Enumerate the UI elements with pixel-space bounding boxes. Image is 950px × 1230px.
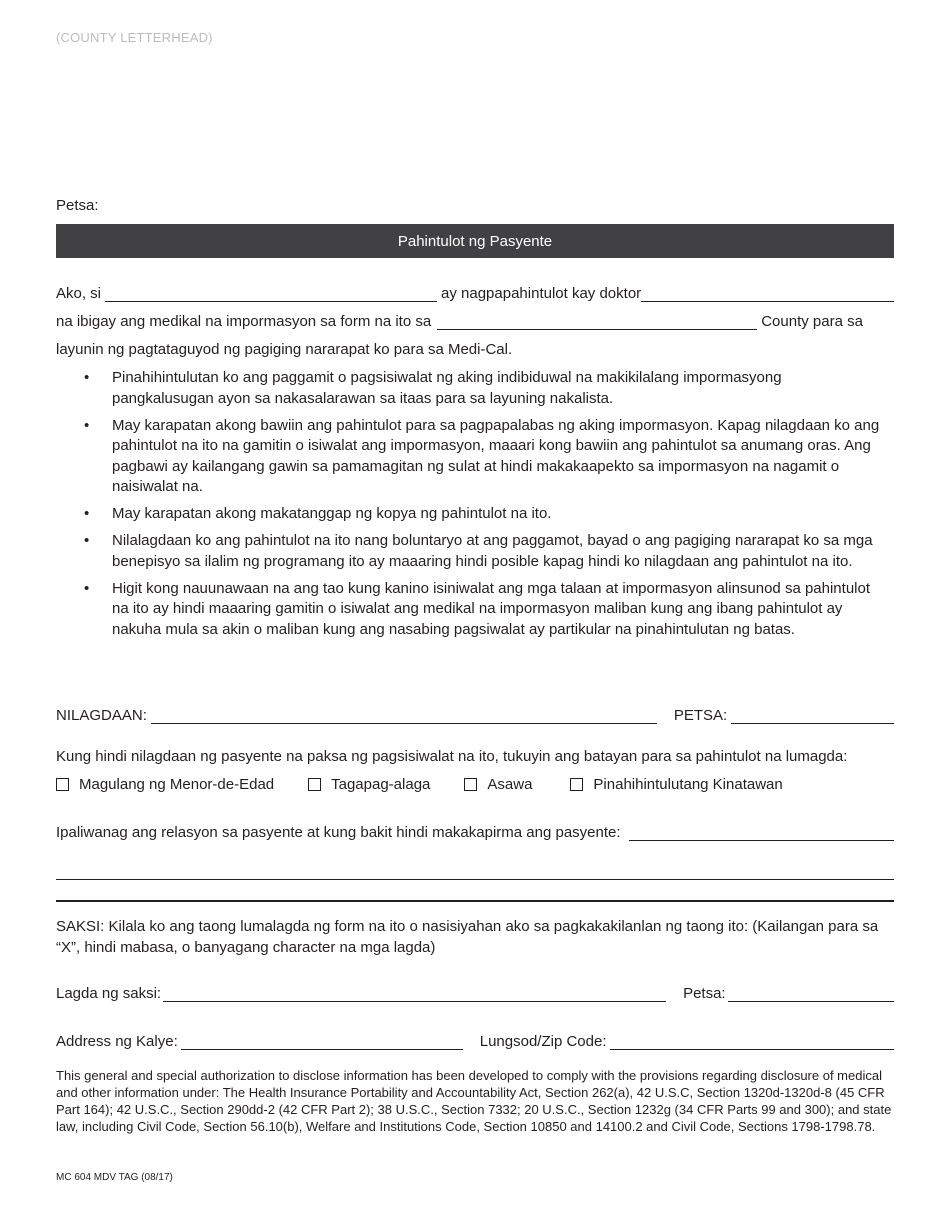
county-letterhead: (COUNTY LETTERHEAD) (56, 30, 213, 45)
witness-signature-label: Lagda ng saksi: (56, 985, 162, 1002)
explanation-field[interactable] (629, 824, 894, 841)
doctor-label: ay nagpapahintulot kay doktor (441, 285, 642, 302)
patient-name-row (56, 285, 894, 302)
option-guardian[interactable]: Tagapag-alaga (308, 776, 430, 793)
signature-row (56, 707, 894, 724)
witness-date-label: Petsa: (683, 985, 726, 1002)
form-number: MC 604 MDV TAG (08/17) (56, 1172, 173, 1183)
option-authorized-representative[interactable]: Pinahihintulutang Kinatawan (570, 776, 782, 793)
list-item: • May karapatan akong makatanggap ng kopya ng pahintulot na ito. (56, 504, 886, 525)
purpose-text: layunin ng pagtataguyod ng pagiging nararapat ko para sa Medi-Cal. (56, 341, 513, 358)
witness-date-field[interactable] (728, 985, 894, 1002)
list-item: • Pinahihintulutan ko ang paggamit o pagsisiwalat ng aking indibiduwal na makikilalang impormasyong pangkalusugan ayon sa nakasalarawan sa itaas para sa layuning nakalista. (84, 369, 782, 407)
form-title: Pahintulot ng Pasyente (397, 232, 553, 250)
list-item: • May karapatan akong bawiin ang pahintulot para sa pagpapalabas ng aking impormasyon. Kapag nilagdaan ko ang pahintulot na ito na gamitin o isiwalat ang impormasyon, maaari kong bawiin ang pahintulot sa anumang oras. Ang pagbawi ay kailangang gawin sa pamamagitan ng sulat at hindi makakaapekto sa impormasyon na nagamit o naisiwalat na. (84, 416, 880, 495)
patient-name-label: Ako, si (56, 285, 102, 302)
doctor-name-field[interactable] (641, 285, 894, 302)
address-row (56, 1033, 894, 1050)
option-spouse[interactable]: Asawa (464, 776, 532, 793)
section-divider (56, 900, 894, 902)
signed-label: NILAGDAAN: (56, 707, 147, 724)
city-zip-field[interactable] (610, 1033, 894, 1050)
list-item: • Nilalagdaan ko ang pahintulot na ito nang boluntaryo at ang paggamot, bayad o ang pagiging nararapat ko sa mga benepisyo sa ilalim ng programang ito ay maaaring hindi posible kapag hindi ko nilagdaan ang pahintulot na ito. (84, 532, 873, 570)
explanation-label: Ipaliwanag ang relasyon sa pasyente at kung bakit hindi makakapirma ang pasyente: (56, 824, 621, 841)
date-label: Petsa: (56, 197, 99, 214)
checkbox-icon[interactable] (308, 778, 321, 791)
checkbox-icon[interactable] (570, 778, 583, 791)
list-item: • Higit kong nauunawaan na ang tao kung kanino isiniwalat ang mga talaan at impormasyon alinsunod sa pahintulot na ito ay hindi maaaring gamitin o isiwalat ang medikal na impormasyon maliban kung ang ibang pahintulot ay nakuha mula sa akin o maliban kung ang nasabing pagsiwalat ay partikular na pinahintulutan ng batas. (84, 579, 871, 638)
legal-notice: This general and special authorization to disclose information has been developed to comply with the provisions regarding disclosure of medical and other information under: The Health Insurance Portability and Accountability Act, Section 262(a), 42 U.S.C, Section 1320d-1320d-8 (45 CFR Part 164); 42 U.S.C., Section 290dd-2 (42 CFR Part 2); 38 U.S.C., Section 7332; 20 U.S.C., Section 1232g (34 CFR Parts 99 and 300); and state law, including Civil Code, Section 56.10(b), Welfare and Institutions Code, Section 10850 and 14100.2 and Civil Code, Sections 1798-1798.78. (56, 1068, 892, 1134)
bullet-icon: • (84, 416, 90, 434)
county-name-field[interactable] (437, 313, 757, 330)
basis-options (56, 776, 783, 793)
form-title-bar (56, 224, 894, 258)
county-row (56, 313, 894, 330)
city-zip-label: Lungsod/Zip Code: (479, 1033, 607, 1050)
county-suffix-label: County para sa (761, 313, 863, 330)
bullet-icon: • (84, 369, 90, 386)
bullet-icon: • (84, 505, 90, 522)
bullet-icon: • (84, 579, 90, 597)
consent-terms-list (56, 368, 886, 647)
explanation-field-line-2[interactable] (56, 879, 894, 880)
witness-statement: SAKSI: Kilala ko ang taong lumalagda ng form na ito o nasisiyahan ako sa pagkakakilanlan ng taong ito: (Kailangan para sa “X”, hindi mabasa, o banyagang character na mga lagda) (56, 918, 879, 956)
basis-prompt: Kung hindi nilagdaan ng pasyente na paksa ng pagsisiwalat na ito, tukuyin ang batayan para sa pahintulot na lumagda: (56, 748, 848, 765)
bullet-icon: • (84, 532, 90, 549)
signed-date-field[interactable] (731, 707, 894, 724)
county-prefix-label: na ibigay ang medikal na impormasyon sa form na ito sa (56, 313, 432, 330)
option-parent-of-minor[interactable]: Magulang ng Menor-de-Edad (56, 776, 274, 793)
street-address-label: Address ng Kalye: (56, 1033, 178, 1050)
witness-signature-field[interactable] (163, 985, 666, 1002)
checkbox-icon[interactable] (56, 778, 69, 791)
checkbox-icon[interactable] (464, 778, 477, 791)
signature-field[interactable] (151, 707, 657, 724)
patient-name-field[interactable] (105, 285, 437, 302)
witness-signature-row (56, 985, 894, 1002)
street-address-field[interactable] (181, 1033, 463, 1050)
signed-date-label: PETSA: (673, 707, 728, 724)
explanation-row (56, 824, 894, 841)
